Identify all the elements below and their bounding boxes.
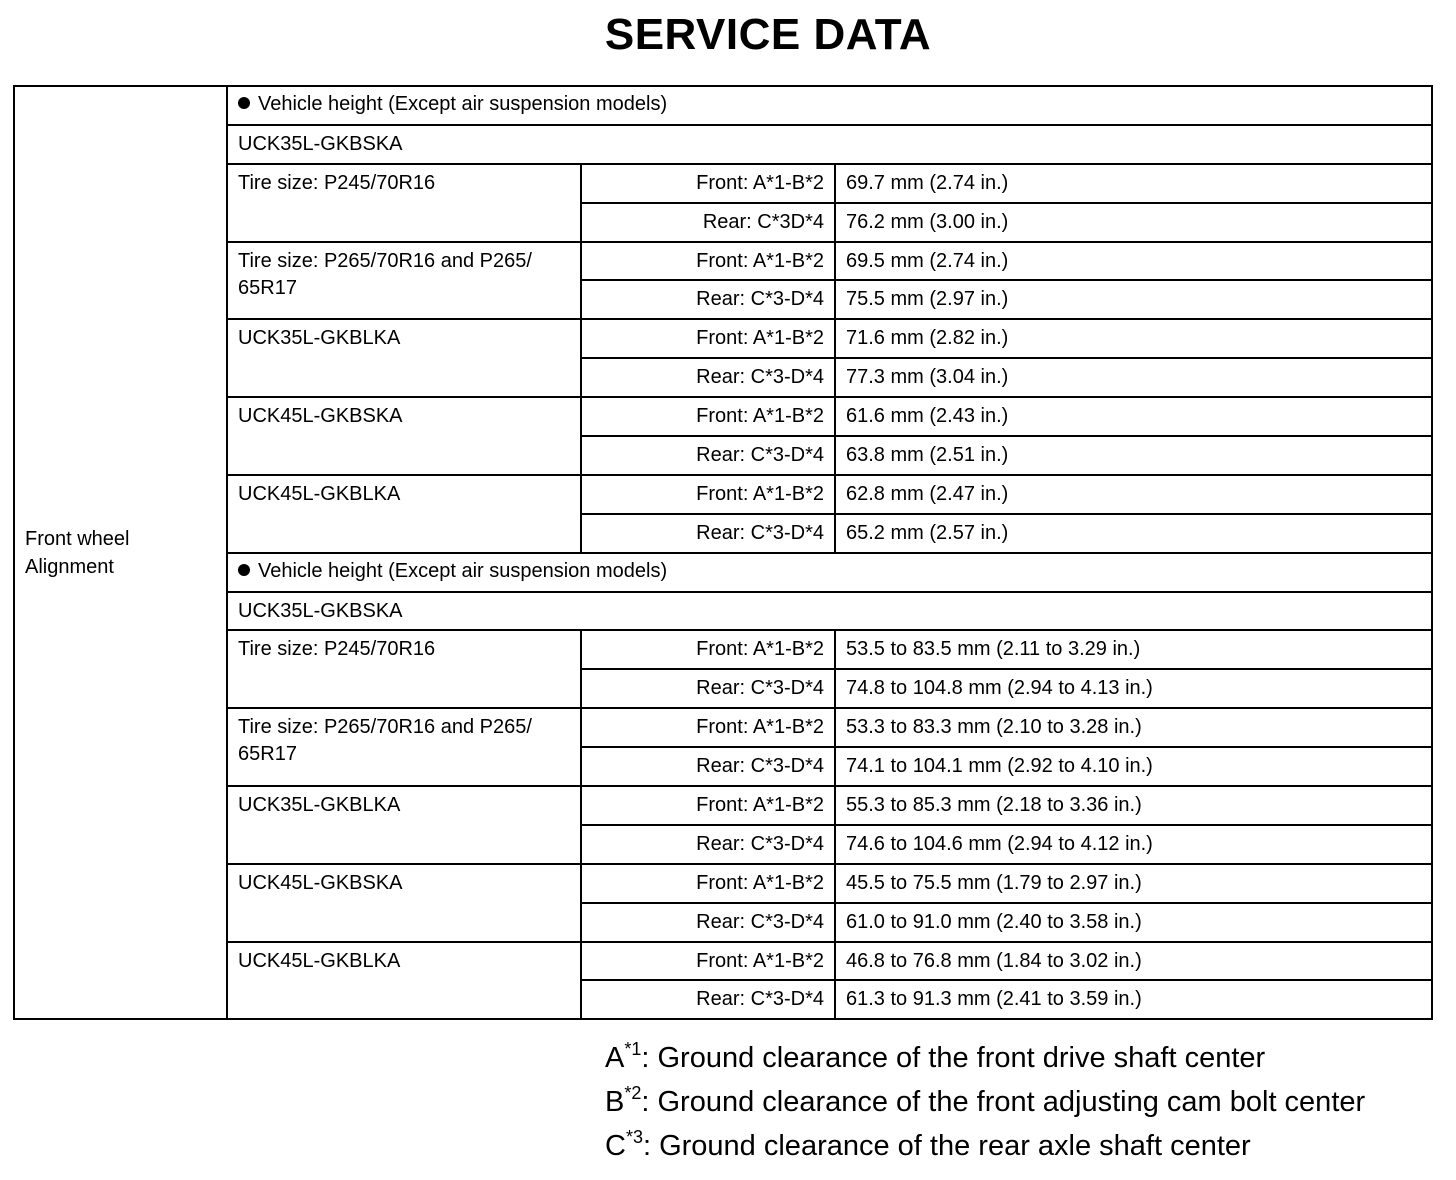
footnotes <box>605 1036 1365 1168</box>
position-label: Rear: C*3-D*4 <box>581 747 835 786</box>
group-label: Tire size: P245/70R16 <box>227 164 581 242</box>
model-header: UCK35L-GKBSKA <box>227 125 1432 164</box>
measurement-value: 46.8 to 76.8 mm (1.84 to 3.02 in.) <box>835 942 1432 981</box>
footnote-b: $B^{*2}$: Ground clearance of the front adjusting cam bolt center <box>605 1083 1366 1118</box>
measurement-value: 75.5 mm (2.97 in.) <box>835 280 1432 319</box>
measurement-value: 69.7 mm (2.74 in.) <box>835 164 1432 203</box>
position-label: Front: A*1-B*2 <box>581 942 835 981</box>
service-data-table <box>13 85 1433 1020</box>
position-label: Rear: C*3-D*4 <box>581 980 835 1019</box>
position-label: Rear: C*3-D*4 <box>581 280 835 319</box>
position-label: Rear: C*3-D*4 <box>581 825 835 864</box>
footnote-a: $A^{*1}$: Ground clearance of the front drive shaft center <box>605 1039 1266 1074</box>
position-label: Front: A*1-B*2 <box>581 242 835 281</box>
group-label: Tire size: P245/70R16 <box>227 630 581 708</box>
measurement-value: 61.3 to 91.3 mm (2.41 to 3.59 in.) <box>835 980 1432 1019</box>
section-heading: Vehicle height (Except air suspension models) <box>227 86 1432 125</box>
position-label: Rear: C*3-D*4 <box>581 436 835 475</box>
position-label: Rear: C*3-D*4 <box>581 669 835 708</box>
position-label: Rear: C*3D*4 <box>581 203 835 242</box>
position-label: Rear: C*3-D*4 <box>581 358 835 397</box>
measurement-value: 53.5 to 83.5 mm (2.11 to 3.29 in.) <box>835 630 1432 669</box>
category-line-1: Front wheel <box>25 527 130 550</box>
group-label: Tire size: P265/70R16 and P265/ 65R17 <box>227 708 581 786</box>
position-label: Rear: C*3-D*4 <box>581 514 835 553</box>
position-label: Front: A*1-B*2 <box>581 630 835 669</box>
measurement-value: 74.1 to 104.1 mm (2.92 to 4.10 in.) <box>835 747 1432 786</box>
bullet-icon <box>238 97 250 109</box>
measurement-value: 63.8 mm (2.51 in.) <box>835 436 1432 475</box>
table-row <box>14 319 1432 358</box>
measurement-value: 53.3 to 83.3 mm (2.10 to 3.28 in.) <box>835 708 1432 747</box>
measurement-value: 74.8 to 104.8 mm (2.94 to 4.13 in.) <box>835 669 1432 708</box>
table-row <box>14 942 1432 981</box>
measurement-value: 61.6 mm (2.43 in.) <box>835 397 1432 436</box>
section-heading: Vehicle height (Except air suspension models) <box>227 553 1432 592</box>
position-label: Front: A*1-B*2 <box>581 319 835 358</box>
bullet-icon <box>238 564 250 576</box>
group-label: Tire size: P265/70R16 and P265/ 65R17 <box>227 242 581 320</box>
model-header-row <box>14 125 1432 164</box>
category-cell <box>14 86 227 1019</box>
table-row <box>14 708 1432 747</box>
group-label: UCK45L-GKBLKA <box>227 942 581 1020</box>
position-label: Front: A*1-B*2 <box>581 475 835 514</box>
table-row <box>14 164 1432 203</box>
position-label: Front: A*1-B*2 <box>581 708 835 747</box>
table-row <box>14 475 1432 514</box>
measurement-value: 55.3 to 85.3 mm (2.18 to 3.36 in.) <box>835 786 1432 825</box>
group-label: UCK45L-GKBSKA <box>227 397 581 475</box>
footnote-c: $C^{*3}$: Ground clearance of the rear axle shaft center <box>605 1127 1251 1162</box>
section-heading-row <box>14 553 1432 592</box>
position-label: Rear: C*3-D*4 <box>581 903 835 942</box>
category-line-2: Alignment <box>25 555 114 578</box>
group-label: UCK45L-GKBLKA <box>227 475 581 553</box>
measurement-value: 77.3 mm (3.04 in.) <box>835 358 1432 397</box>
group-label: UCK35L-GKBLKA <box>227 786 581 864</box>
measurement-value: 62.8 mm (2.47 in.) <box>835 475 1432 514</box>
page-title: SERVICE DATA <box>604 10 932 59</box>
measurement-value: 61.0 to 91.0 mm (2.40 to 3.58 in.) <box>835 903 1432 942</box>
position-label: Front: A*1-B*2 <box>581 786 835 825</box>
table-row <box>14 242 1432 281</box>
model-header: UCK35L-GKBSKA <box>227 592 1432 631</box>
position-label: Front: A*1-B*2 <box>581 397 835 436</box>
group-label: UCK35L-GKBLKA <box>227 319 581 397</box>
position-label: Front: A*1-B*2 <box>581 164 835 203</box>
position-label: Front: A*1-B*2 <box>581 864 835 903</box>
table-row <box>14 864 1432 903</box>
table-row <box>14 397 1432 436</box>
table-row <box>14 786 1432 825</box>
measurement-value: 45.5 to 75.5 mm (1.79 to 2.97 in.) <box>835 864 1432 903</box>
group-label: UCK45L-GKBSKA <box>227 864 581 942</box>
table-row <box>14 630 1432 669</box>
measurement-value: 74.6 to 104.6 mm (2.94 to 4.12 in.) <box>835 825 1432 864</box>
model-header-row <box>14 592 1432 631</box>
measurement-value: 69.5 mm (2.74 in.) <box>835 242 1432 281</box>
measurement-value: 71.6 mm (2.82 in.) <box>835 319 1432 358</box>
measurement-value: 76.2 mm (3.00 in.) <box>835 203 1432 242</box>
section-heading-row <box>14 86 1432 125</box>
measurement-value: 65.2 mm (2.57 in.) <box>835 514 1432 553</box>
